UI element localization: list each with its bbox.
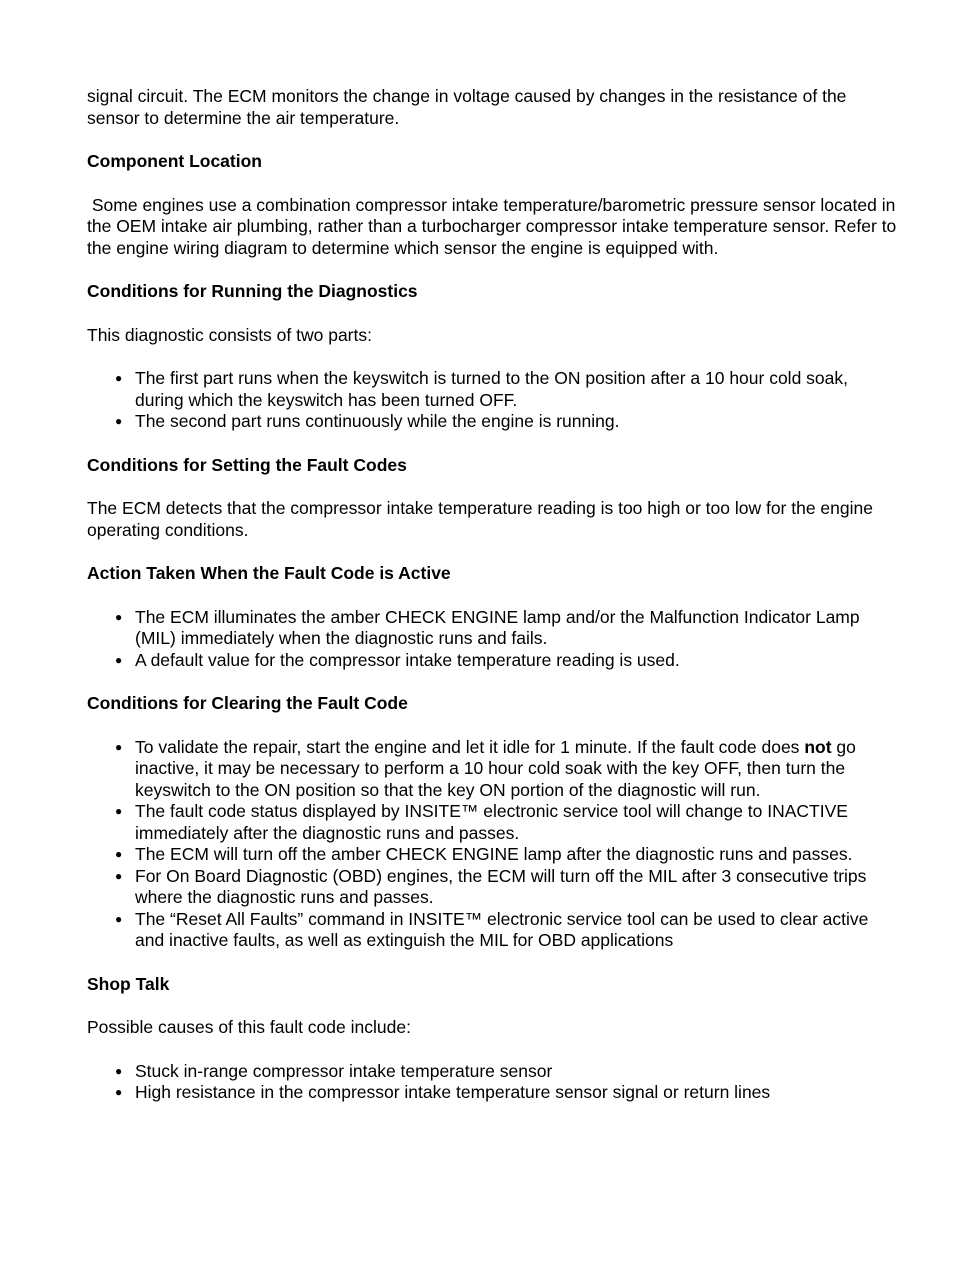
setting-fault-codes-paragraph: The ECM detects that the compressor intake temperature reading is too high or too low for the engine operating conditions. <box>87 498 873 540</box>
intro-paragraph: signal circuit. The ECM monitors the change in voltage caused by changes in the resistance of the sensor to determine the air temperature. <box>87 86 847 128</box>
shop-talk-paragraph: Possible causes of this fault code include: <box>87 1017 411 1037</box>
list-item: ● The second part runs continuously while the engine is running. <box>115 411 620 431</box>
list-item: ● For On Board Diagnostic (OBD) engines, the ECM will turn off the MIL after 3 consecutive trips where the diagnostic runs and passes. <box>115 865 867 907</box>
bullet-icon: ● <box>115 739 123 754</box>
shop-talk-heading: Shop Talk <box>87 973 170 994</box>
list-item: ● The first part runs when the keyswitch is turned to the ON position after a 10 hour cold soak, during which the keyswitch has been turned OFF. <box>115 368 848 410</box>
bullet-icon: ● <box>115 414 123 428</box>
running-diagnostics-list <box>87 368 897 433</box>
action-taken-list <box>87 607 897 672</box>
clearing-fault-code-heading: Conditions for Clearing the Fault Code <box>87 693 408 713</box>
component-location-paragraph: Some engines use a combination compressor intake temperature/barometric pressure sensor located in the OEM intake air plumbing, rather than a turbocharger compressor intake temperature sensor. Refer to the engine wiring diagram to determine which sensor the engine is equipped with. <box>87 194 902 258</box>
bullet-icon: ● <box>115 847 123 861</box>
bullet-icon: ● <box>115 609 123 624</box>
bullet-icon: ● <box>115 868 123 883</box>
list-item: ● The ECM will turn off the amber CHECK ENGINE lamp after the diagnostic runs and passes. <box>115 844 853 864</box>
document-content <box>87 86 902 1126</box>
clearing-fault-code-list <box>87 737 897 952</box>
list-item: ● The ECM illuminates the amber CHECK ENGINE lamp and/or the Malfunction Indicator Lamp (MIL) immediately when the diagnostic runs and fails. <box>115 606 860 648</box>
bullet-icon: ● <box>115 652 123 667</box>
running-diagnostics-paragraph: This diagnostic consists of two parts: <box>87 324 372 345</box>
list-item: ● A default value for the compressor intake temperature reading is used. <box>115 649 680 670</box>
bullet-icon: ● <box>115 371 123 385</box>
bullet-icon: ● <box>115 1063 123 1078</box>
list-item: ● The fault code status displayed by INSITE™ electronic service tool will change to INACTIVE immediately after the diagnostic runs and passes. <box>115 801 848 843</box>
running-diagnostics-heading: Conditions for Running the Diagnostics <box>87 281 418 301</box>
bullet-icon: ● <box>115 804 123 818</box>
list-item: ● High resistance in the compressor intake temperature sensor signal or return lines <box>115 1082 771 1102</box>
bullet-icon: ● <box>115 911 123 926</box>
action-taken-heading: Action Taken When the Fault Code is Active <box>87 563 451 583</box>
emphasis-not: not <box>804 736 832 757</box>
component-location-heading: Component Location <box>87 151 262 171</box>
bullet-icon: ● <box>115 1085 123 1099</box>
list-item: ● To validate the repair, start the engine and let it idle for 1 minute. If the fault code does not go inactive, it may be necessary to perform a 10 hour cold soak with the key OFF, then turn the keyswitch to the ON position so that the key ON portion of the diagnostic will run. <box>115 736 856 800</box>
shop-talk-list <box>87 1061 897 1104</box>
list-item: ● Stuck in-range compressor intake temperature sensor <box>115 1060 553 1081</box>
setting-fault-codes-heading: Conditions for Setting the Fault Codes <box>87 454 407 475</box>
list-item: ● The “Reset All Faults” command in INSITE™ electronic service tool can be used to clear active and inactive faults, as well as extinguish the MIL for OBD applications <box>115 908 869 950</box>
